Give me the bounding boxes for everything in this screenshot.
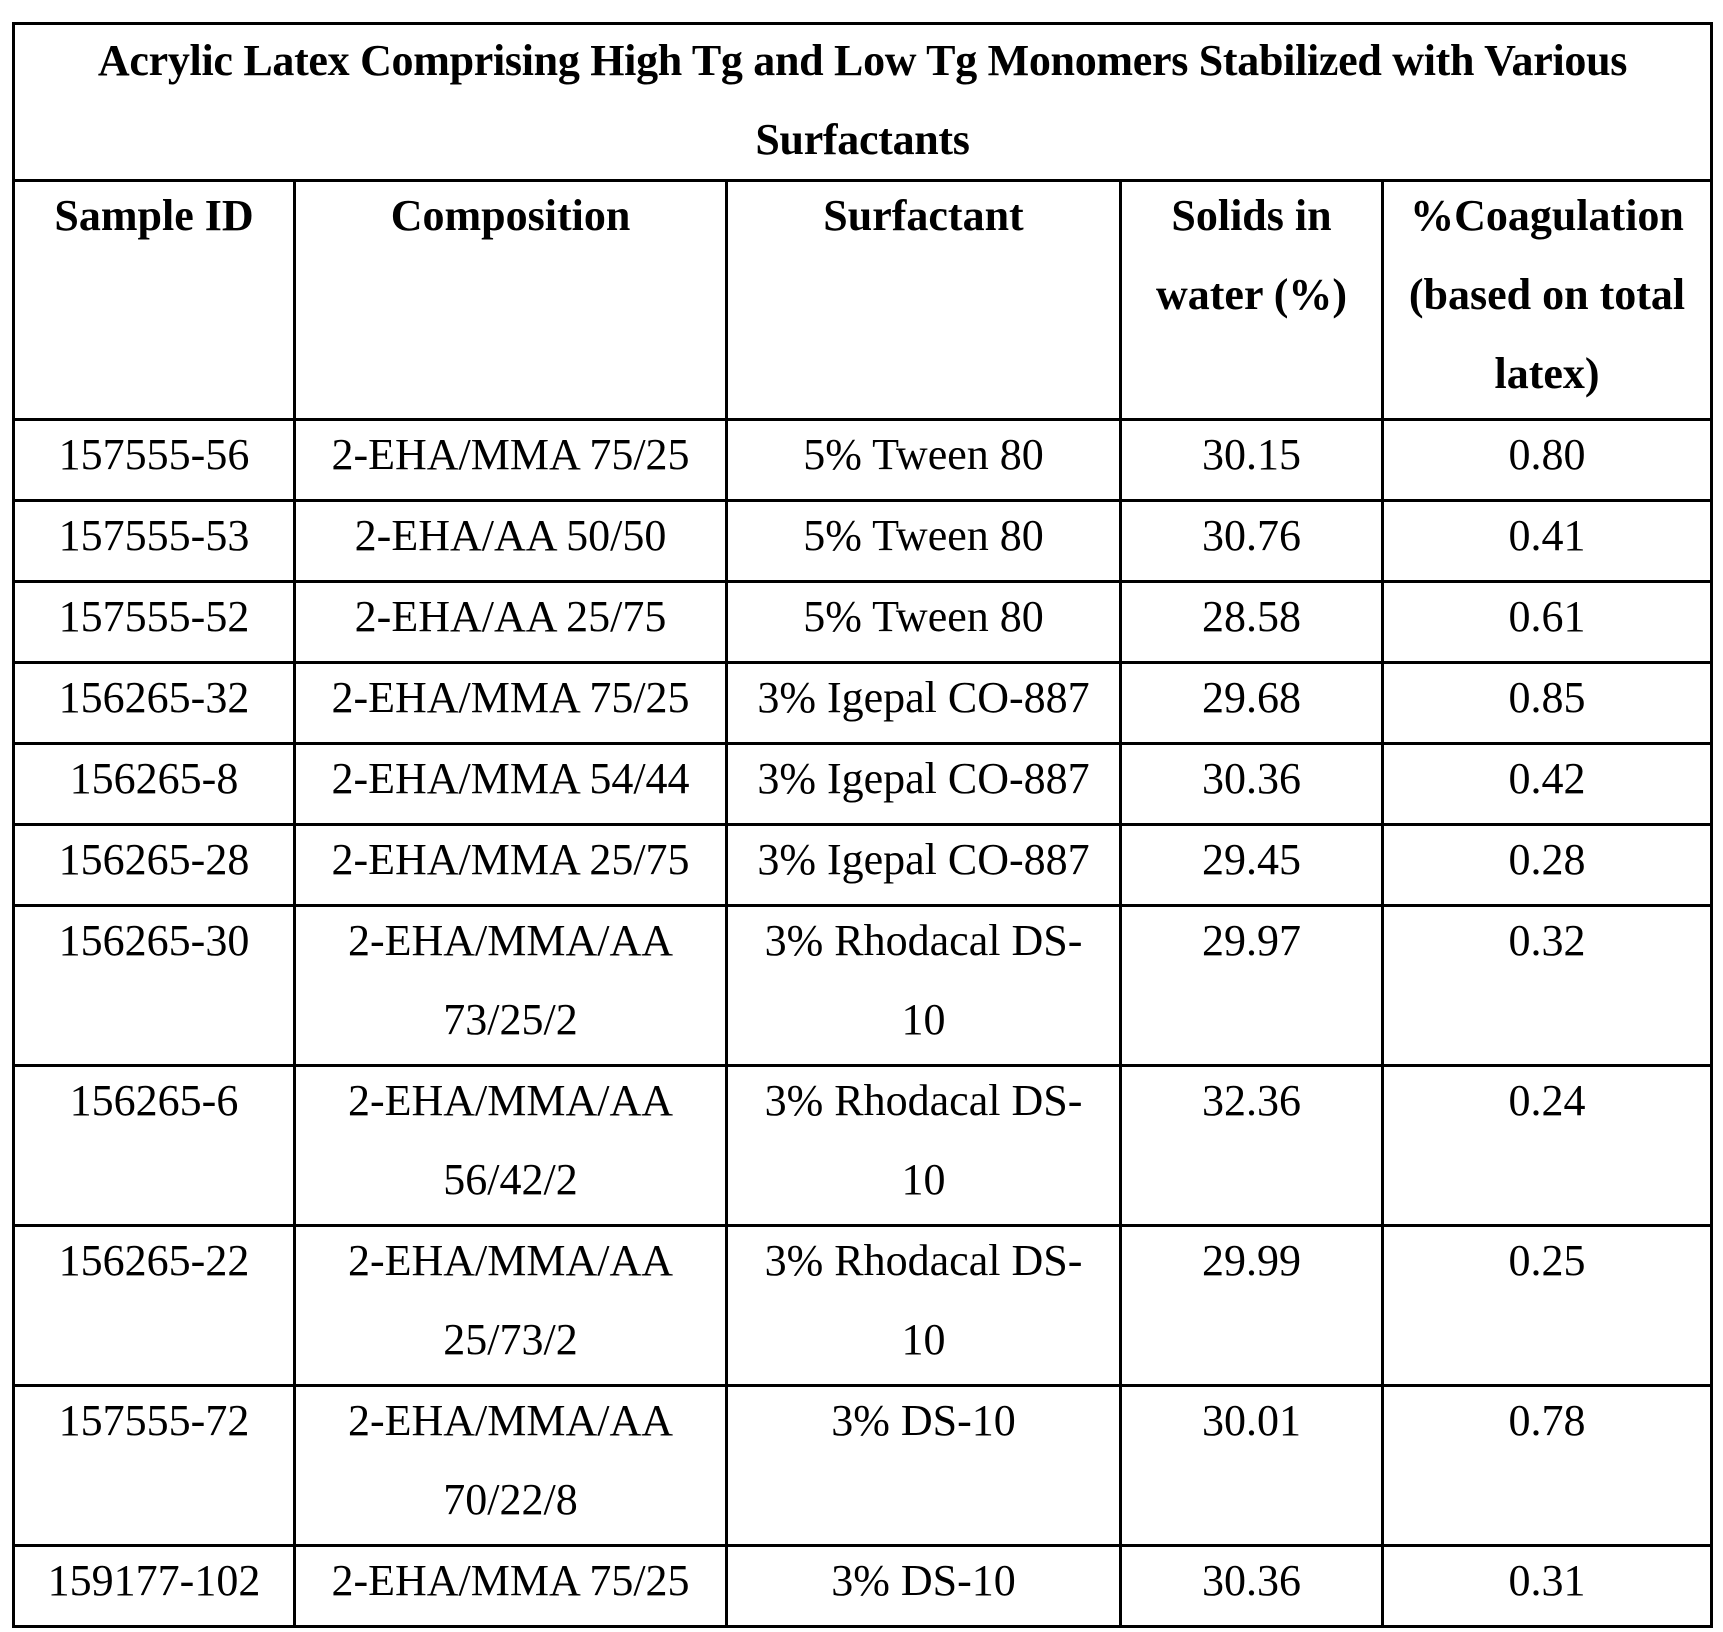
cell-text: 0.85 [1508, 673, 1586, 722]
cell-sample-id [14, 420, 295, 501]
cell-text: 3% Rhodacal DS-10 [764, 916, 1083, 1044]
cell-text: 30.76 [1202, 511, 1301, 560]
cell-text: 29.45 [1202, 835, 1301, 884]
cell-composition [295, 906, 727, 1066]
cell-text: 30.15 [1202, 430, 1301, 479]
cell-solids [1121, 501, 1383, 582]
cell-solids [1121, 906, 1383, 1066]
cell-surfactant [727, 582, 1121, 663]
cell-text: 2-EHA/MMA 75/25 [331, 430, 690, 479]
cell-text: 0.42 [1508, 754, 1586, 803]
cell-sample-id [14, 1066, 295, 1226]
cell-solids [1121, 663, 1383, 744]
cell-text: 0.25 [1508, 1236, 1586, 1285]
cell-composition [295, 420, 727, 501]
cell-text: 3% Rhodacal DS-10 [764, 1236, 1083, 1364]
cell-surfactant [727, 1386, 1121, 1546]
cell-solids [1121, 1546, 1383, 1627]
cell-text: 28.58 [1202, 592, 1301, 641]
col-header-sample-id [14, 181, 295, 420]
cell-solids [1121, 1066, 1383, 1226]
cell-surfactant [727, 744, 1121, 825]
cell-composition [295, 744, 727, 825]
cell-text: 5% Tween 80 [803, 511, 1044, 560]
table-row [14, 744, 1712, 825]
cell-composition [295, 1066, 727, 1226]
cell-coagulation [1383, 501, 1712, 582]
cell-text: 30.36 [1202, 1556, 1301, 1605]
cell-sample-id [14, 663, 295, 744]
table-row [14, 501, 1712, 582]
cell-text: 0.61 [1508, 592, 1586, 641]
table-title [14, 24, 1712, 181]
cell-coagulation [1383, 1386, 1712, 1546]
table-row [14, 825, 1712, 906]
col-header-composition [295, 181, 727, 420]
table-row [14, 420, 1712, 501]
cell-text: 156265-30 [58, 916, 250, 965]
cell-text: 2-EHA/MMA 25/75 [331, 835, 690, 884]
cell-text: 2-EHA/MMA 75/25 [331, 673, 690, 722]
table-row [14, 1386, 1712, 1546]
col-header-label: Composition [390, 191, 631, 240]
cell-sample-id [14, 1226, 295, 1386]
cell-sample-id [14, 1386, 295, 1546]
cell-text: 2-EHA/MMA/AA 56/42/2 [347, 1076, 674, 1204]
cell-text: 30.36 [1202, 754, 1301, 803]
cell-text: 3% DS-10 [831, 1396, 1016, 1445]
cell-coagulation [1383, 744, 1712, 825]
cell-composition [295, 1226, 727, 1386]
cell-coagulation [1383, 1546, 1712, 1627]
table-row [14, 663, 1712, 744]
cell-surfactant [727, 906, 1121, 1066]
cell-surfactant [727, 1546, 1121, 1627]
cell-text: 30.01 [1202, 1396, 1301, 1445]
cell-text: 29.68 [1202, 673, 1301, 722]
cell-coagulation [1383, 906, 1712, 1066]
cell-composition [295, 825, 727, 906]
cell-surfactant [727, 663, 1121, 744]
cell-text: 2-EHA/MMA/AA 25/73/2 [347, 1236, 674, 1364]
cell-composition [295, 1386, 727, 1546]
table-row [14, 1226, 1712, 1386]
cell-composition [295, 663, 727, 744]
cell-solids [1121, 1386, 1383, 1546]
cell-text: 0.32 [1508, 916, 1586, 965]
cell-composition [295, 582, 727, 663]
col-header-label: Surfactant [823, 191, 1024, 240]
cell-text: 0.24 [1508, 1076, 1586, 1125]
cell-solids [1121, 420, 1383, 501]
cell-text: 0.31 [1508, 1556, 1586, 1605]
col-header-label: Solids in water (%) [1156, 191, 1347, 319]
column-header-row [14, 181, 1712, 420]
col-header-solids [1121, 181, 1383, 420]
cell-text: 2-EHA/MMA 75/25 [331, 1556, 690, 1605]
cell-coagulation [1383, 1066, 1712, 1226]
cell-sample-id [14, 582, 295, 663]
cell-text: 156265-32 [58, 673, 250, 722]
cell-sample-id [14, 825, 295, 906]
cell-text: 157555-52 [58, 592, 250, 641]
cell-solids [1121, 744, 1383, 825]
cell-text: 0.80 [1508, 430, 1586, 479]
cell-text: 156265-8 [69, 754, 239, 803]
cell-text: 5% Tween 80 [803, 430, 1044, 479]
cell-text: 29.97 [1202, 916, 1301, 965]
table-row [14, 1546, 1712, 1627]
cell-coagulation [1383, 1226, 1712, 1386]
table-row [14, 906, 1712, 1066]
cell-surfactant [727, 1226, 1121, 1386]
table-row [14, 582, 1712, 663]
cell-text: 156265-22 [58, 1236, 250, 1285]
cell-text: 3% Rhodacal DS-10 [764, 1076, 1083, 1204]
cell-text: 29.99 [1202, 1236, 1301, 1285]
cell-text: 0.41 [1508, 511, 1586, 560]
cell-composition [295, 1546, 727, 1627]
cell-text: 156265-28 [58, 835, 250, 884]
cell-text: 2-EHA/MMA 54/44 [331, 754, 690, 803]
cell-text: 2-EHA/AA 50/50 [354, 511, 667, 560]
cell-solids [1121, 582, 1383, 663]
cell-surfactant [727, 825, 1121, 906]
cell-solids [1121, 825, 1383, 906]
cell-sample-id [14, 1546, 295, 1627]
cell-coagulation [1383, 825, 1712, 906]
cell-text: 2-EHA/AA 25/75 [354, 592, 667, 641]
cell-text: 0.28 [1508, 835, 1586, 884]
cell-text: 0.78 [1508, 1396, 1586, 1445]
col-header-label: Sample ID [54, 191, 254, 240]
cell-surfactant [727, 501, 1121, 582]
table-title-text: Acrylic Latex Comprising High Tg and Low Tg Monomers Stabilized with Various Surfactants [97, 36, 1628, 164]
col-header-surfactant [727, 181, 1121, 420]
cell-text: 157555-72 [58, 1396, 250, 1445]
cell-coagulation [1383, 420, 1712, 501]
cell-text: 2-EHA/MMA/AA 73/25/2 [347, 916, 674, 1044]
cell-text: 32.36 [1202, 1076, 1301, 1125]
col-header-coagulation [1383, 181, 1712, 420]
cell-sample-id [14, 906, 295, 1066]
cell-text: 5% Tween 80 [803, 592, 1044, 641]
cell-text: 157555-53 [58, 511, 250, 560]
cell-text: 3% Igepal CO-887 [757, 835, 1090, 884]
cell-text: 159177-102 [47, 1556, 261, 1605]
cell-text: 157555-56 [58, 430, 250, 479]
cell-sample-id [14, 744, 295, 825]
cell-sample-id [14, 501, 295, 582]
cell-text: 3% Igepal CO-887 [757, 673, 1090, 722]
cell-text: 3% DS-10 [831, 1556, 1016, 1605]
latex-table [12, 22, 1713, 1628]
col-header-label: %Coagulation (based on total latex) [1408, 191, 1686, 398]
cell-composition [295, 501, 727, 582]
cell-coagulation [1383, 582, 1712, 663]
cell-coagulation [1383, 663, 1712, 744]
cell-text: 3% Igepal CO-887 [757, 754, 1090, 803]
cell-solids [1121, 1226, 1383, 1386]
table-row [14, 1066, 1712, 1226]
cell-text: 156265-6 [69, 1076, 239, 1125]
cell-surfactant [727, 420, 1121, 501]
cell-surfactant [727, 1066, 1121, 1226]
cell-text: 2-EHA/MMA/AA 70/22/8 [347, 1396, 674, 1524]
